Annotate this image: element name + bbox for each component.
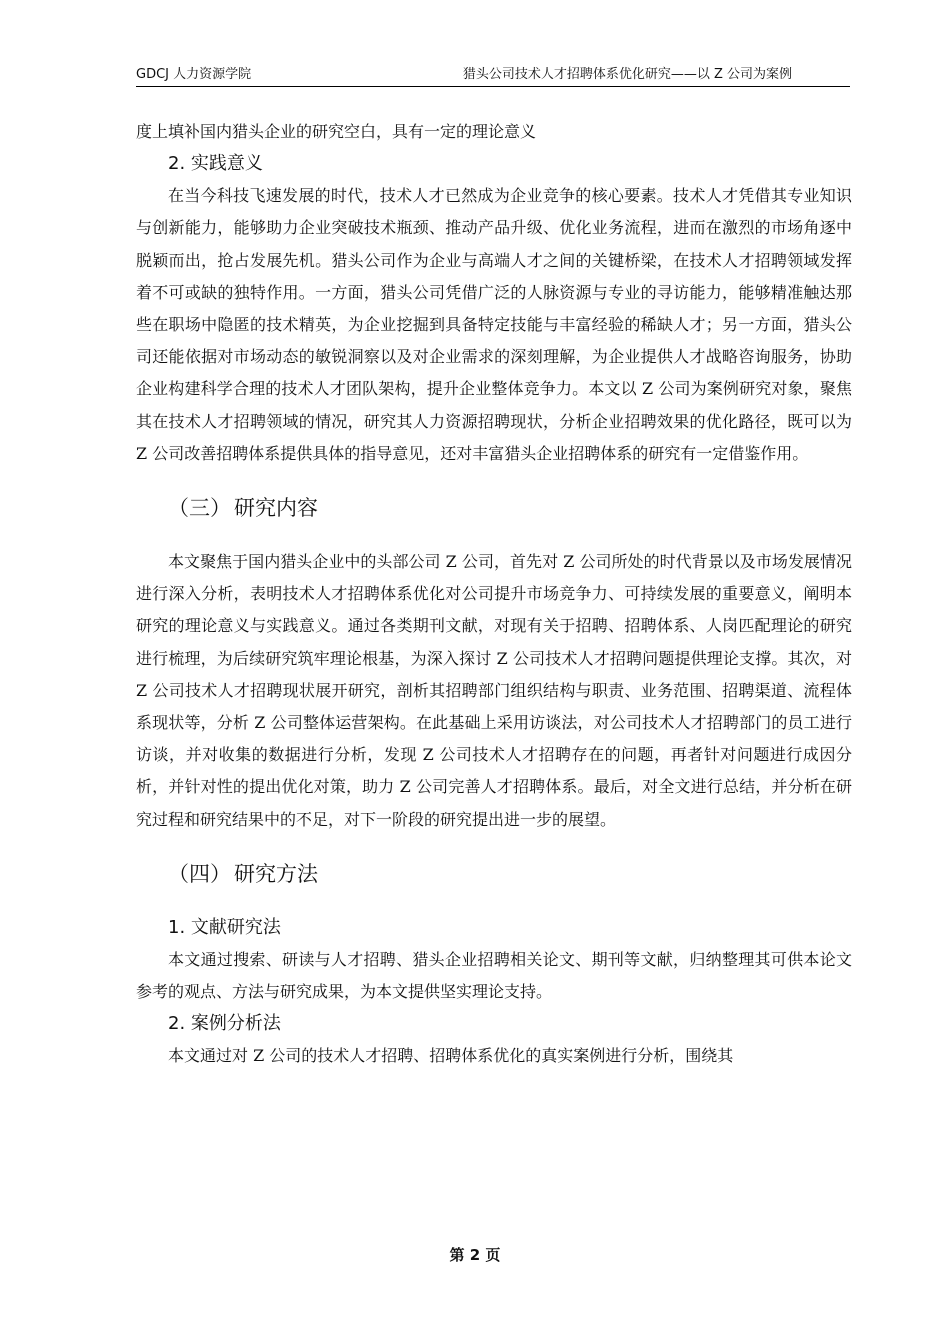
- paragraph-continuation: 度上填补国内猎头企业的研究空白，具有一定的理论意义: [136, 122, 537, 141]
- page-header: [136, 64, 850, 87]
- header-institution: GDCJ 人力资源学院: [136, 67, 252, 82]
- page-body: [136, 116, 852, 1072]
- section-heading-research-methods: [136, 858, 852, 890]
- paragraph-literature-method: 本文通过搜索、研读与人才招聘、猎头企业招聘相关论文、期刊等文献，归纳整理其可供本论文参考的观点、方法与研究成果，为本文提供坚实理论支持。: [136, 949, 852, 1002]
- subheading-literature-method: 1. 文献研究法: [168, 916, 281, 938]
- paragraph-practical-significance: 在当今科技飞速发展的时代，技术人才已然成为企业竞争的核心要素。技术人才凭借其专业知识与创新能力，能够助力企业突破技术瓶颈、推动产品升级、优化业务流程，进而在激烈的市场角逐中脱颖而出，抢占发展先机。猎头公司作为企业与高端人才之间的关键桥梁，在技术人才招聘领域发挥着不可或缺的独特作用。一方面，猎头公司凭借广泛的人脉资源与专业的寻访能力，能够精准触达那些在职场中隐匿的技术精英，为企业挖掘到具备特定技能与丰富经验的稀缺人才；另一方面，猎头公司还能依据对市场动态的敏锐洞察以及对企业需求的深刻理解，为企业提供人才战略咨询服务，协助企业构建科学合理的技术人才团队架构，提升企业整体竞争力。本文以 Z 公司为案例研究对象，聚焦其在技术人才招聘领域的情况，研究其人力资源招聘现状，分析企业招聘效果的优化路径，既可以为 Z 公司改善招聘体系提供具体的指导意见，还对丰富猎头企业招聘体系的研究有一定借鉴作用。: [136, 186, 852, 463]
- section-title: 研究方法: [234, 861, 318, 886]
- header-thesis-title: 猎头公司技术人才招聘体系优化研究——以 Z 公司为案例: [462, 67, 792, 82]
- paragraph-case-analysis: 本文通过对 Z 公司的技术人才招聘、招聘体系优化的真实案例进行分析，围绕其: [168, 1046, 734, 1066]
- section-number: （四）: [168, 861, 231, 886]
- subheading-practical-significance: 2. 实践意义: [168, 153, 263, 175]
- section-number: （三）: [168, 496, 231, 521]
- section-heading-research-content: [136, 492, 852, 524]
- paragraph-research-content: 本文聚焦于国内猎头企业中的头部公司 Z 公司，首先对 Z 公司所处的时代背景以及市场发展情况进行深入分析，表明技术人才招聘体系优化对公司提升市场竞争力、可持续发展的重要意义，阐明本研究的理论意义与实践意义。通过各类期刊文献，对现有关于招聘、招聘体系、人岗匹配理论的研究进行梳理，为后续研究筑牢理论根基，为深入探讨 Z 公司技术人才招聘问题提供理论支撑。其次，对 Z 公司技术人才招聘现状展开研究，剖析其招聘部门组织结构与职责、业务范围、招聘渠道、流程体系现状等，分析 Z 公司整体运营架构。在此基础上采用访谈法，对公司技术人才招聘部门的员工进行访谈，并对收集的数据进行分析，发现 Z 公司技术人才招聘存在的问题，再者针对问题进行成因分析，并针对性的提出优化对策，助力 Z 公司完善人才招聘体系。最后，对全文进行总结，并分析在研究过程和研究结果中的不足，对下一阶段的研究提出进一步的展望。: [136, 552, 852, 829]
- subheading-case-analysis: 2. 案例分析法: [168, 1013, 281, 1035]
- page-number: 第 2 页: [449, 1246, 501, 1264]
- section-title: 研究内容: [234, 496, 318, 521]
